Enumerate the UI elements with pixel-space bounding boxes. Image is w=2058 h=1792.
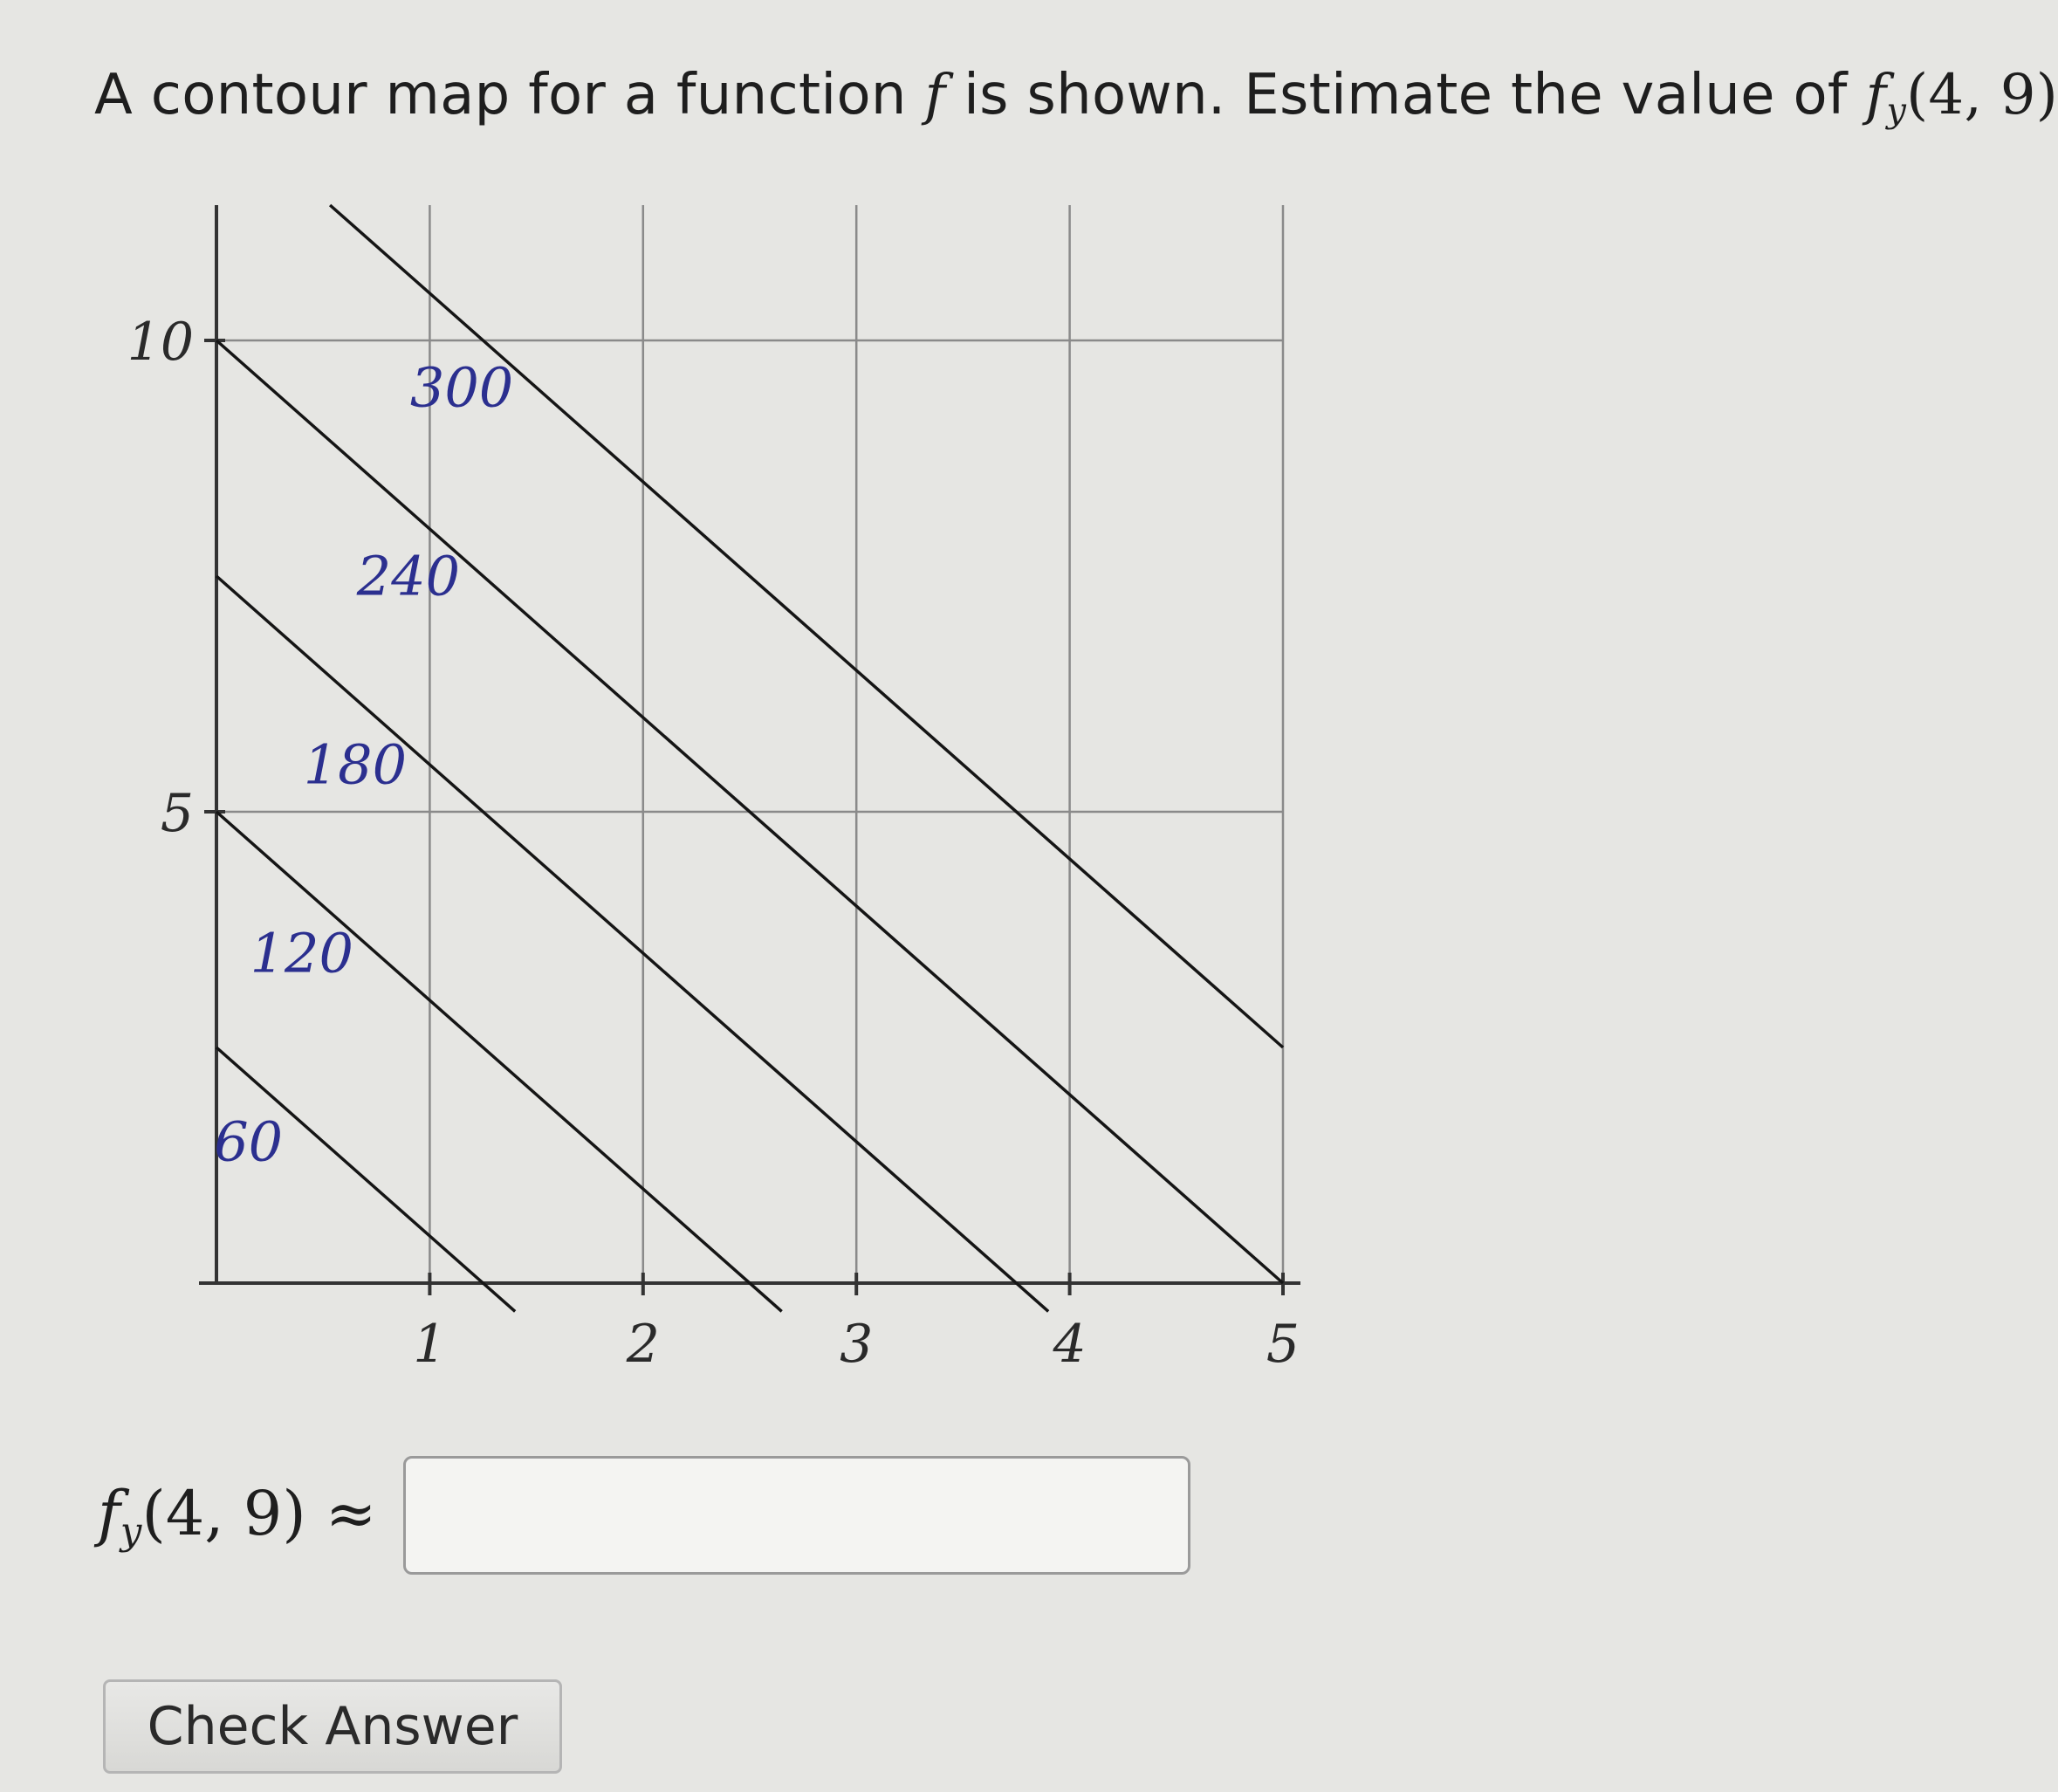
- contour-line: [330, 205, 1283, 1047]
- contour-level-label: 60: [214, 1109, 284, 1174]
- answer-label: $f_y(4$, 9) ≈: [98, 1477, 377, 1554]
- label-layer: [127, 312, 1300, 1375]
- answer-row: [98, 1456, 1190, 1575]
- question-prefix: A contour map for a function: [94, 63, 907, 127]
- contour-level-label: 300: [409, 355, 514, 420]
- y-tick-label: 5: [160, 783, 194, 844]
- x-tick-label: 2: [626, 1314, 660, 1375]
- x-tick-label: 3: [840, 1314, 874, 1375]
- check-answer-button[interactable]: Check Answer: [103, 1679, 562, 1774]
- contour-line: [216, 812, 782, 1311]
- question-expression: $f_y(4$, 9): [1865, 63, 2058, 131]
- contour-level-label: 180: [303, 732, 408, 797]
- x-tick-label: 1: [413, 1314, 447, 1375]
- contour-line: [216, 1047, 515, 1311]
- function-symbol: f: [924, 63, 946, 127]
- contour-level-label: 120: [250, 921, 353, 985]
- contour-level-label: 240: [356, 544, 461, 608]
- answer-input[interactable]: [403, 1456, 1190, 1575]
- x-tick-label: 5: [1266, 1314, 1300, 1375]
- x-tick-label: 4: [1053, 1314, 1087, 1375]
- y-tick-label: 10: [127, 312, 194, 373]
- question-middle: is shown. Estimate the value of: [964, 63, 1848, 127]
